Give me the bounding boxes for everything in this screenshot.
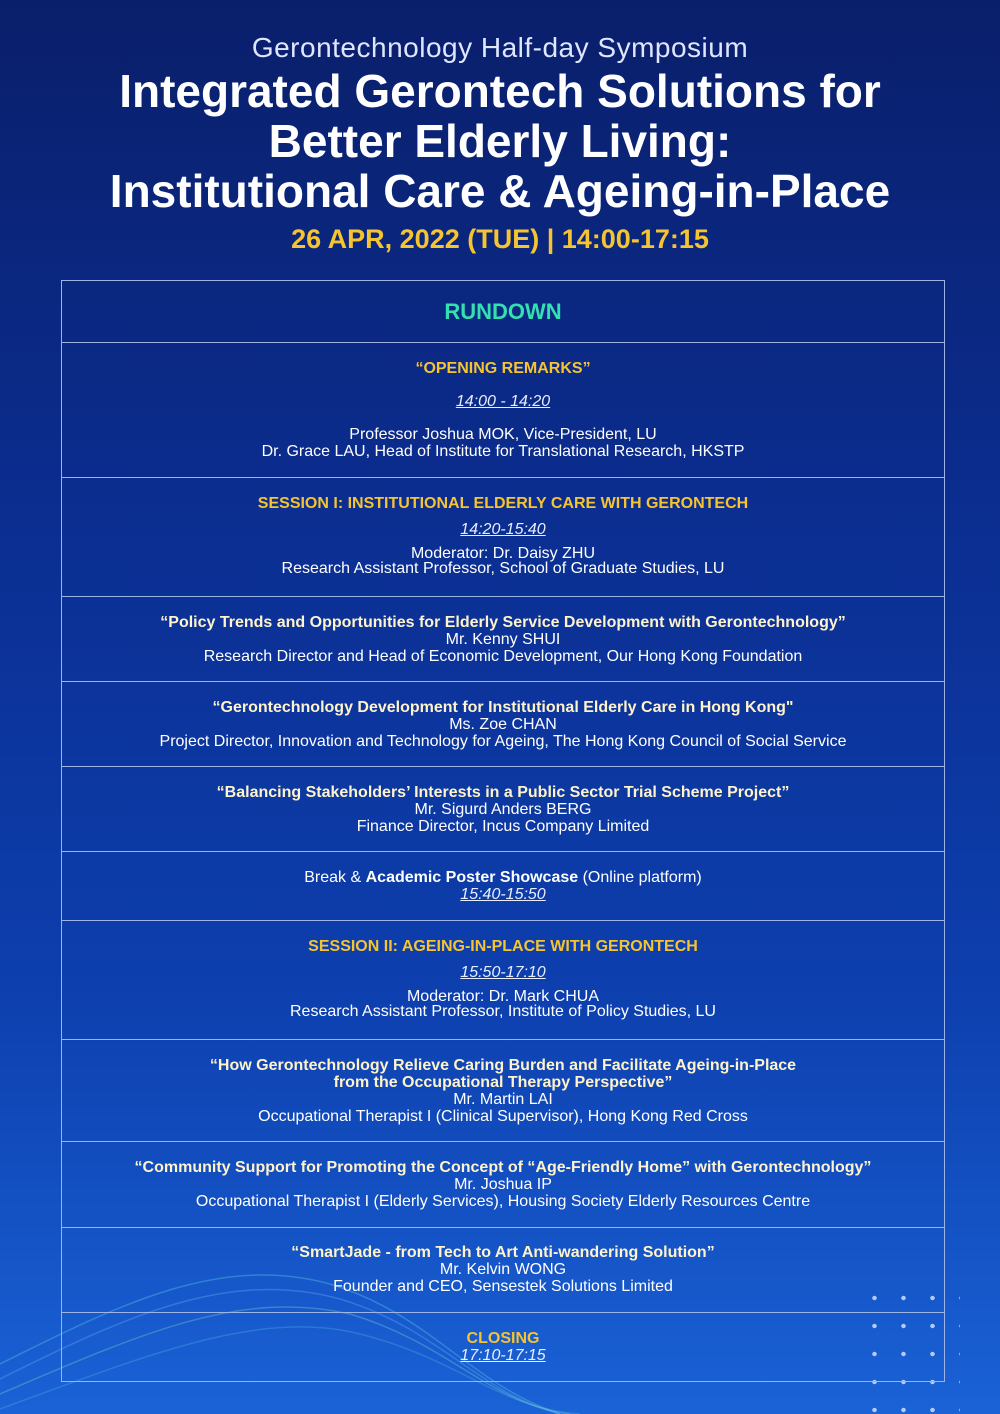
talk-row: [62, 767, 944, 852]
closing-title: CLOSING: [466, 1330, 540, 1347]
session1-moderator: Moderator: Dr. Daisy ZHU: [410, 545, 596, 562]
opening-time: 14:00 - 14:20: [455, 393, 551, 410]
event-title: [0, 66, 1000, 216]
session2-row: [62, 921, 944, 1040]
event-subtitle: Gerontechnology Half-day Symposium: [251, 32, 749, 63]
talk-speaker: Mr. Joshua IP: [454, 1176, 552, 1193]
talk-title: “Policy Trends and Opportunities for Elderly Service Development with Gerontechnology”: [160, 614, 846, 631]
talk-speaker-role: Project Director, Innovation and Technology for Ageing, The Hong Kong Council of Social Service: [159, 733, 847, 750]
opening-speaker-1: Professor Joshua MOK, Vice-President, LU: [349, 426, 657, 443]
rundown-heading: RUNDOWN: [444, 299, 562, 324]
talk-speaker: Mr. Kenny SHUI: [445, 631, 561, 648]
opening-remarks-row: [62, 343, 944, 478]
talk-row: [62, 1040, 944, 1142]
session2-title: SESSION II: AGEING-IN-PLACE WITH GERONTECH: [308, 938, 698, 955]
closing-time: 17:10-17:15: [460, 1347, 546, 1364]
break-suffix: (Online platform): [578, 869, 702, 886]
closing-row: [62, 1313, 944, 1381]
talk-title-line-1: “How Gerontechnology Relieve Caring Burden and Facilitate Ageing-in-Place: [209, 1057, 797, 1074]
session2-time: 15:50-17:10: [460, 964, 546, 981]
talk-title: “SmartJade - from Tech to Art Anti-wandering Solution”: [291, 1244, 715, 1261]
break-row: [62, 852, 944, 921]
session1-moderator-role: Research Assistant Professor, School of Graduate Studies, LU: [281, 560, 725, 577]
talk-speaker-role: Occupational Therapist I (Clinical Supervisor), Hong Kong Red Cross: [258, 1108, 748, 1125]
title-line-2: Better Elderly Living:: [268, 115, 732, 167]
session1-title: SESSION I: INSTITUTIONAL ELDERLY CARE WITH GERONTECH: [257, 495, 749, 512]
talk-speaker: Ms. Zoe CHAN: [449, 716, 557, 733]
break-description: [62, 869, 944, 886]
talk-speaker-role: Finance Director, Incus Company Limited: [356, 818, 650, 835]
poster-showcase-label: Academic Poster Showcase: [365, 869, 579, 886]
talk-row: [62, 1228, 944, 1313]
talk-title: “Community Support for Promoting the Concept of “Age-Friendly Home” with Gerontechnology”: [134, 1159, 872, 1176]
rundown-table: [61, 280, 945, 1382]
talk-speaker: Mr. Sigurd Anders BERG: [414, 801, 592, 818]
talk-row: [62, 682, 944, 767]
talk-row: [62, 1142, 944, 1228]
break-prefix: Break &: [304, 869, 366, 886]
talk-speaker: Mr. Kelvin WONG: [439, 1261, 567, 1278]
session1-row: [62, 478, 944, 597]
talk-title: “Balancing Stakeholders’ Interests in a Public Sector Trial Scheme Project”: [216, 784, 790, 801]
talk-title-line-2: from the Occupational Therapy Perspective”: [333, 1074, 673, 1091]
opening-speaker-2: Dr. Grace LAU, Head of Institute for Translational Research, HKSTP: [261, 443, 745, 460]
opening-title: “OPENING REMARKS”: [415, 360, 591, 377]
rundown-heading-row: [62, 281, 944, 343]
talk-speaker-role: Founder and CEO, Sensestek Solutions Limited: [333, 1278, 673, 1295]
title-line-3: Institutional Care & Ageing-in-Place: [109, 165, 891, 217]
talk-speaker-role: Research Director and Head of Economic Development, Our Hong Kong Foundation: [203, 648, 803, 665]
session2-moderator-role: Research Assistant Professor, Institute of Policy Studies, LU: [290, 1003, 716, 1020]
session2-moderator: Moderator: Dr. Mark CHUA: [406, 988, 600, 1005]
session1-time: 14:20-15:40: [460, 521, 546, 538]
talk-title: “Gerontechnology Development for Institutional Elderly Care in Hong Kong": [212, 699, 794, 716]
event-date: 26 APR, 2022 (TUE) | 14:00-17:15: [291, 224, 709, 254]
talk-speaker: Mr. Martin LAI: [453, 1091, 553, 1108]
talk-speaker-role: Occupational Therapist I (Elderly Services), Housing Society Elderly Resources Centre: [195, 1193, 811, 1210]
title-line-1: Integrated Gerontech Solutions for: [119, 65, 881, 117]
break-time: 15:40-15:50: [460, 886, 546, 903]
talk-row: [62, 597, 944, 682]
